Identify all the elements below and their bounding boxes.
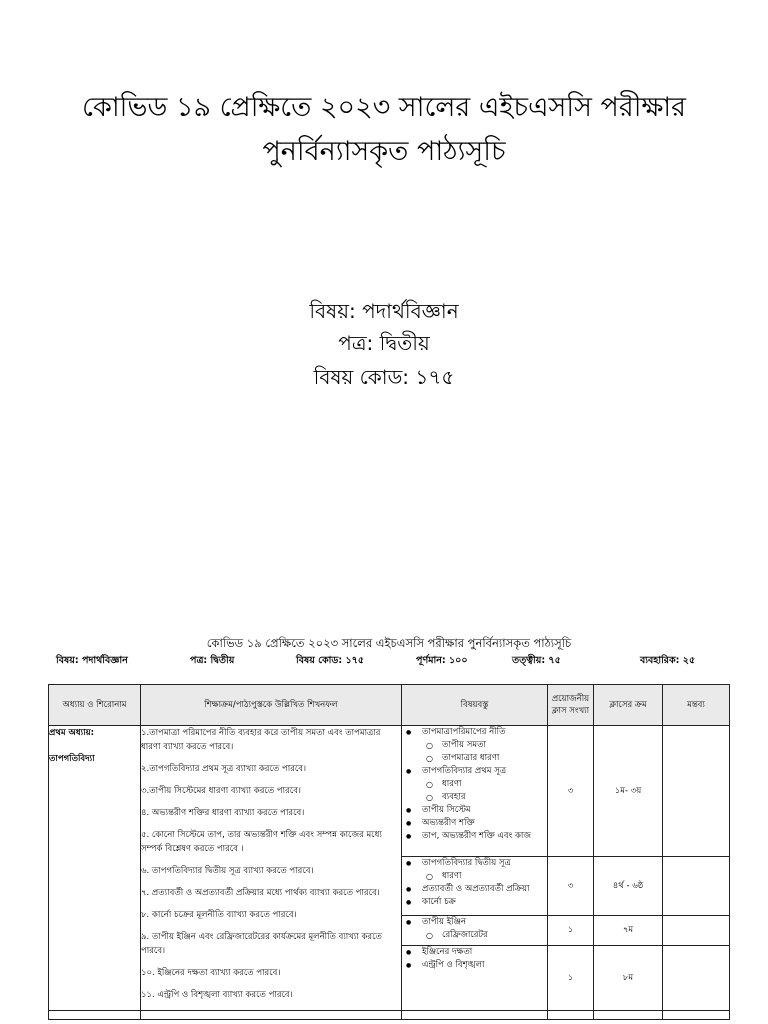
topic-item: ● প্রত্যাবর্তী ও অপ্রত্যাবর্তী প্রক্রিয়া	[402, 883, 547, 896]
cover-subject: বিষয়: পদার্থবিজ্ঞান	[309, 299, 459, 323]
subtopic-item: ○ তাপীয় সমতা	[402, 739, 547, 752]
subtopic-item: ○ রেফ্রিজারেটর	[402, 929, 547, 942]
table-row	[49, 1011, 730, 1020]
cover-paper: পত্র: দ্বিতীয়	[338, 331, 430, 355]
header-classes: প্রয়োজনীয় ক্লাস সংখ্যা	[548, 685, 594, 726]
header-chapter: অধ্যায় ও শিরোনাম	[49, 685, 141, 726]
subtopic-item: ○ ধারণা	[402, 870, 547, 883]
outcome-item: ৩.তাপীয় সিস্টেমের ধারণা ব্যাখ্যা করতে পারবে।	[141, 786, 301, 796]
outcomes-cell	[141, 726, 402, 1011]
outcome-item: ৮. কার্নো চক্রের মূলনীতি ব্যাখ্যা করতে পারবে।	[141, 910, 297, 920]
info-full-marks: পূর্ণমান: ১০০	[416, 655, 468, 666]
syllabus-title: কোভিড ১৯ প্রেক্ষিতে ২০২৩ সালের এইচএসসি পরীক্ষার পুনর্বিন্যাসকৃত পাঠ্যসূচি	[206, 636, 572, 650]
outcome-item: ৪. অভ্যন্তরীণ শক্তির ধারণা ব্যাখ্যা করতে পারবে।	[141, 808, 305, 818]
syllabus-info-row	[48, 652, 730, 670]
outcome-item: ৬. তাপগতিবিদ্যার দ্বিতীয় সূত্র ব্যাখ্যা করতে পারবে।	[141, 866, 314, 876]
subtopic-item: ○ তাপমাত্রার ধারণা	[402, 752, 547, 765]
remarks-cell	[663, 946, 730, 1011]
topic-item: ● তাপীয় সিস্টেম	[402, 804, 547, 817]
subtopic-item: ○ ব্যবহার	[402, 791, 547, 804]
outcome-item: ১১. এন্ট্রপি ও বিশৃঙ্খলা ব্যাখ্যা করতে পারবে।	[141, 990, 293, 1000]
class-order-cell: ১ম- ৩য়	[594, 726, 663, 857]
remarks-cell	[663, 726, 730, 857]
topics-cell	[402, 946, 548, 1011]
cover-title-line-1: কোভিড ১৯ প্রেক্ষিতে ২০২৩ সালের এইচএসসি পরীক্ষার	[82, 92, 686, 123]
info-code: বিষয় কোড: ১৭৫	[296, 655, 365, 666]
outcome-item: ২.তাপগতিবিদ্যার প্রথম সূত্র ব্যাখ্যা করতে পারবে।	[141, 764, 307, 774]
syllabus-header	[48, 634, 730, 670]
syllabus-table	[48, 684, 730, 1020]
topics-cell	[402, 726, 548, 857]
header-topics: বিষয়বস্তু	[402, 685, 548, 726]
topic-item: ● তাপমাত্রাপরিমাপের নীতি	[402, 726, 547, 739]
class-count-cell: ৩	[548, 726, 594, 857]
remarks-cell	[663, 915, 730, 945]
topic-item: ● ইঞ্জিনের দক্ষতা	[402, 946, 547, 959]
header-outcomes: শিক্ষাক্রম/পাঠ্যপুস্তকে উল্লিখিত শিখনফল	[141, 685, 402, 726]
cover-subject-code: বিষয় কোড: ১৭৫	[313, 365, 455, 389]
info-paper: পত্র: দ্বিতীয়	[190, 655, 235, 666]
outcome-item: ১.তাপমাত্রা পরিমাপের নীতি ব্যবহার করে তাপীয় সমতা এবং তাপমাত্রার ধারণা ব্যাখ্যা করতে পারবে।	[141, 728, 381, 752]
topic-item: ● তাপগতিবিদ্যার প্রথম সূত্র	[402, 765, 547, 778]
class-count-cell: ১	[548, 946, 594, 1011]
cover-title-line-2: পুনর্বিন্যাসকৃত পাঠ্যসূচি	[262, 136, 506, 167]
info-theory: তত্ত্বীয়: ৭৫	[512, 655, 561, 666]
info-subject: বিষয়: পদার্থবিজ্ঞান	[56, 655, 128, 666]
chapter-name: তাপগতিবিদ্যা	[49, 754, 95, 764]
class-count-cell: ৩	[548, 857, 594, 916]
topic-item: ● তাপগতিবিদ্যার দ্বিতীয় সূত্র	[402, 857, 547, 870]
header-order: ক্লাসের ক্রম	[594, 685, 663, 726]
outcome-item: ৭. প্রত্যাবর্তী ও অপ্রত্যাবর্তী প্রক্রিয়ার মধ্যে পার্থক্য ব্যাখ্যা করতে পারবে।	[141, 888, 380, 898]
topic-item: ● তাপ, অভ্যন্তরীণ শক্তি এবং কাজ	[402, 830, 547, 843]
class-count-cell: ১	[548, 915, 594, 945]
topic-item: ● তাপীয় ইঞ্জিন	[402, 916, 547, 929]
table-header-row	[49, 685, 730, 726]
class-order-cell: ৪র্থ - ৬ষ্ঠ	[594, 857, 663, 916]
topics-cell	[402, 915, 548, 945]
topics-cell	[402, 857, 548, 916]
class-order-cell: ৭ম	[594, 915, 663, 945]
topic-item: ● এন্ট্রপি ও বিশৃঙ্খলা	[402, 959, 547, 972]
header-remarks: মন্তব্য	[663, 685, 730, 726]
chapter-number: প্রথম অধ্যায়:	[49, 728, 94, 738]
info-practical: ব্যবহারিক: ২৫	[640, 655, 696, 666]
chapter-cell	[49, 726, 141, 1011]
topic-item: ● অভ্যন্তরীণ শক্তি	[402, 817, 547, 830]
outcome-item: ৫. কোনো সিস্টেমে তাপ, তার অভ্যন্তরীণ শক্তি এবং সম্পন্ন কাজের মধ্যে সম্পর্ক বিশ্লেষণ করতে পারবে ।	[141, 830, 382, 854]
outcome-item: ৯. তাপীয় ইঞ্জিন এবং রেফ্রিজারেটরের কার্যক্রমের মূলনীতি ব্যাখ্যা করতে পারবে।	[141, 932, 382, 956]
class-order-cell: ৮ম	[594, 946, 663, 1011]
remarks-cell	[663, 857, 730, 916]
topic-item: ● কার্নো চক্র	[402, 896, 547, 909]
outcome-item: ১০. ইঞ্জিনের দক্ষতা ব্যাখ্যা করতে পারবে।	[141, 968, 281, 978]
subtopic-item: ○ ধারণা	[402, 778, 547, 791]
table-row	[49, 726, 730, 857]
